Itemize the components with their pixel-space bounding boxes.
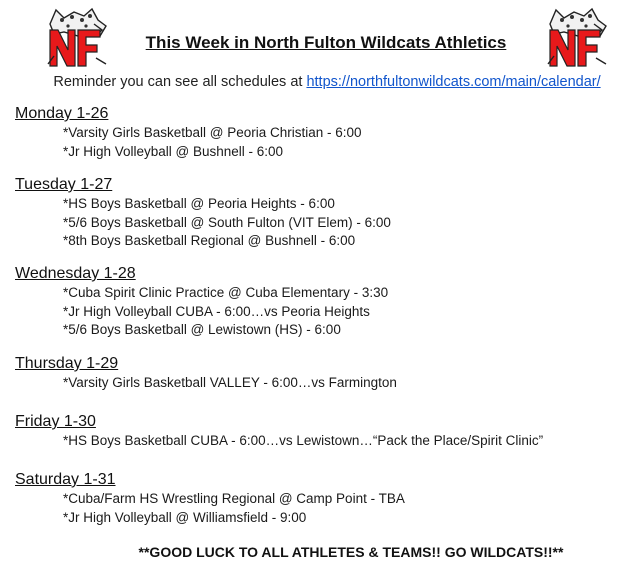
day-heading: Monday 1-26 [15, 105, 109, 122]
event-item: *HS Boys Basketball CUBA - 6:00…vs Lewistown…“Pack the Place/Spirit Clinic” [63, 433, 544, 448]
event-item: *Varsity Girls Basketball VALLEY - 6:00…vs Farmington [63, 375, 397, 390]
reminder-text: Reminder you can see all schedules at [53, 74, 307, 90]
event-item: *HS Boys Basketball @ Peoria Heights - 6:00 [63, 196, 335, 211]
day-wednesday [15, 264, 625, 354]
day-saturday [15, 470, 625, 527]
event-item: *Cuba Spirit Clinic Practice @ Cuba Elementary - 3:30 [63, 285, 389, 300]
day-heading: Tuesday 1-27 [15, 176, 113, 193]
event-item: *Jr High Volleyball @ Bushnell - 6:00 [63, 143, 284, 159]
page-title: This Week in North Fulton Wildcats Athletics [145, 33, 507, 52]
schedule-link[interactable]: https://northfultonwildcats.com/main/calendar/ [306, 74, 601, 90]
event-item: *5/6 Boys Basketball @ Lewistown (HS) - 6:00 [63, 322, 341, 338]
day-monday [15, 104, 625, 175]
day-heading: Wednesday 1-28 [15, 265, 136, 282]
day-heading: Friday 1-30 [15, 413, 96, 430]
reminder-line [0, 74, 632, 90]
day-thursday [15, 354, 625, 412]
day-heading: Saturday 1-31 [15, 471, 116, 488]
event-item: *5/6 Boys Basketball @ South Fulton (VIT Elem) - 6:00 [63, 214, 391, 230]
day-friday [15, 412, 625, 470]
schedule-list [15, 104, 625, 527]
day-heading: Thursday 1-29 [15, 355, 119, 372]
event-item: *Jr High Volleyball @ Williamsfield - 9:00 [63, 509, 307, 525]
event-item: *Varsity Girls Basketball @ Peoria Christian - 6:00 [63, 125, 362, 140]
event-item: *8th Boys Basketball Regional @ Bushnell - 6:00 [63, 233, 356, 249]
event-item: *Cuba/Farm HS Wrestling Regional @ Camp Point - TBA [63, 491, 405, 506]
day-tuesday [15, 175, 625, 264]
footer-message: **GOOD LUCK TO ALL ATHLETES & TEAMS!! GO WILDCATS!!** [138, 544, 564, 560]
event-item: *Jr High Volleyball CUBA - 6:00…vs Peoria Heights [63, 303, 370, 319]
